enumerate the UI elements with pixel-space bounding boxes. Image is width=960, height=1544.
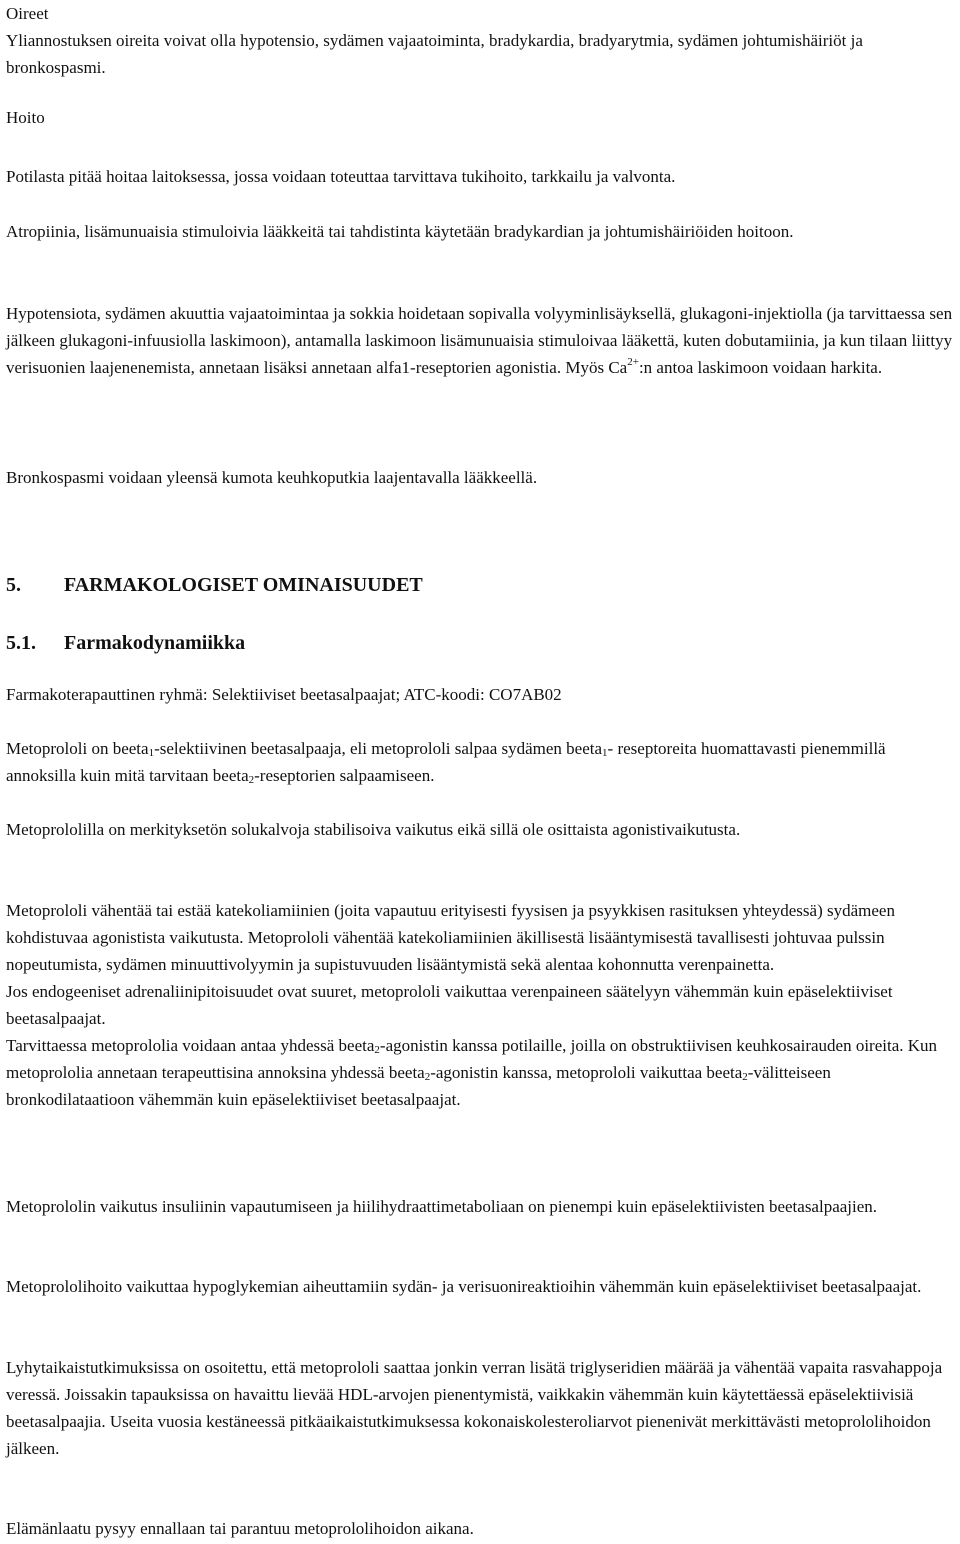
section-oireet [6,0,954,81]
b1-text-a: Metoprololi on beeta [6,739,149,758]
hoito-paragraph-4: Bronkospasmi voidaan yleensä kumota keuhkoputkia laajentavalla lääkkeellä. [6,468,538,487]
sub-2a: 2 [248,774,255,787]
section-5-heading [6,572,954,599]
hoito-paragraph-2: Atropiinia, lisämunuaisia stimuloivia lääkkeitä tai tahdistinta käytetään bradykardian ja johtumishäiriöiden hoitoon. [6,222,794,241]
catecholamines-text-1: Metoprololi vähentää tai estää katekoliamiinien (joita vapautuu erityisesti fyysisen ja psyykkisen rasituksen yhteydessä) sydämeen kohdistuvaa agonistista vaikutusta. Metoprololi vähentää katekoliamiinien äkillisestä lisääntymisestä tavallisesti johtuvaa pulssin nopeutumista, sydämen minuuttivolyymin ja supistuvuuden lisääntymistä sekä alentaa kohonnutta verenpainetta. [6,901,895,974]
paragraph-lipids: Lyhytaikaistutkimuksissa on osoitettu, että metoprololi saattaa jonkin verran lisätä triglyseridien määrää ja vähentää vapaita rasvahappoja veressä. Joissakin tapauksissa on havaittu lievää HDL-arvojen pienentymistä, vaikkakin vähemmän kuin käytettäessä epäselektiivisiä beetasalpaajia. Useita vuosia kestäneessä pitkäaikaistutkimuksessa kokonaiskolesteroliarvot pienenivät merkittävästi metoprololihoidon jälkeen. [6,1358,943,1458]
catecholamines-text-3 [6,1032,954,1113]
b1-text-b: -selektiivinen beetasalpaaja, eli metoprololi salpaa sydämen beeta [154,739,603,758]
hoito-p3-text-a: Hypotensiota, sydämen akuuttia vajaatoimintaa ja sokkia hoidetaan sopivalla volyyminlisäyksellä, glukagoni-injektiolla (ja tarvittaessa sen jälkeen glukagoni-infuusiolla laskimoon), antamalla laskimoon lisämunuaisia stimuloivaa lääkettä, kuten dobutamiinia, ja kun tilaan liittyy verisuonien laajenenemista, annetaan lisäksi annetaan alfa1-reseptorien agonistia. Myös Ca [6,304,953,377]
sub-1b: 1 [602,747,608,760]
section-5-1-number: 5.1. [6,632,36,654]
sub-2c: 2 [424,1071,431,1084]
section-5-1-heading [6,630,954,657]
oireet-heading: Oireet [6,4,49,23]
b1-text-d: -reseptorien salpaamiseen. [254,766,435,785]
b3-text-a: Tarvittaessa metoprololia voidaan antaa yhdessä beeta [6,1036,375,1055]
sub-2d: 2 [742,1071,748,1084]
paragraph-catecholamines [6,897,954,1113]
hoito-heading: Hoito [6,108,45,127]
section-5-1-title: Farmakodynamiikka [64,632,246,654]
paragraph-membrane: Metoprololilla on merkityksetön solukalvoja stabilisoiva vaikutus eikä sillä ole osittaista agonistivaikutusta. [6,820,741,839]
catecholamines-text-2: Jos endogeeniset adrenaliinipitoisuudet ovat suuret, metoprololi vaikuttaa verenpaineen säätelyyn vähemmän kuin epäselektiiviset beetasalpaajat. [6,982,893,1028]
section-5-number: 5. [6,574,21,596]
b3-text-c: -agonistin kanssa, metoprololi vaikuttaa beeta [430,1063,743,1082]
calcium-charge: 2+ [627,355,639,368]
paragraph-insulin: Metoprololin vaikutus insuliinin vapautumiseen ja hiilihydraattimetaboliaan on pienempi kuin epäselektiivisten beetasalpaajien. [6,1197,878,1216]
b1-text-c: - reseptoreita huomattavasti pienemmillä annoksilla kuin mitä tarvitaan beeta [6,739,886,785]
hoito-paragraph-3 [6,300,954,381]
hoito-paragraph-1: Potilasta pitää hoitaa laitoksessa, jossa voidaan toteuttaa tarvittava tukihoito, tarkkailu ja valvonta. [6,167,676,186]
paragraph-hypoglycemia: Metoprololihoito vaikuttaa hypoglykemian aiheuttamiin sydän- ja verisuonireaktioihin vähemmän kuin epäselektiiviset beetasalpaajat. [6,1277,922,1296]
paragraph-beta1-selective [6,735,954,789]
sub-1a: 1 [148,747,155,760]
sub-2b: 2 [374,1044,380,1057]
b3-text-b: -agonistin kanssa potilaille, joilla on obstruktiivisen keuhkosairauden oireita. Kun metoprololia annetaan terapeuttisina annoksina yhdessä beeta [6,1036,938,1082]
hoito-p3-text-b: :n antoa laskimoon voidaan harkita. [638,358,883,377]
b3-text-d: -välitteiseen bronkodilataatioon vähemmän kuin epäselektiiviset beetasalpaajat. [6,1063,831,1109]
paragraph-quality-of-life: Elämänlaatu pysyy ennallaan tai parantuu metoprololihoidon aikana. [6,1519,474,1538]
pharmacotherapeutic-group: Farmakoterapauttinen ryhmä: Selektiiviset beetasalpaajat; ATC-koodi: CO7AB02 [6,685,562,704]
section-5-title: FARMAKOLOGISET OMINAISUUDET [64,574,423,596]
oireet-text: Yliannostuksen oireita voivat olla hypotensio, sydämen vajaatoiminta, bradykardia, bradyarytmia, sydämen johtumishäiriöt ja bronkospasmi. [6,31,863,77]
